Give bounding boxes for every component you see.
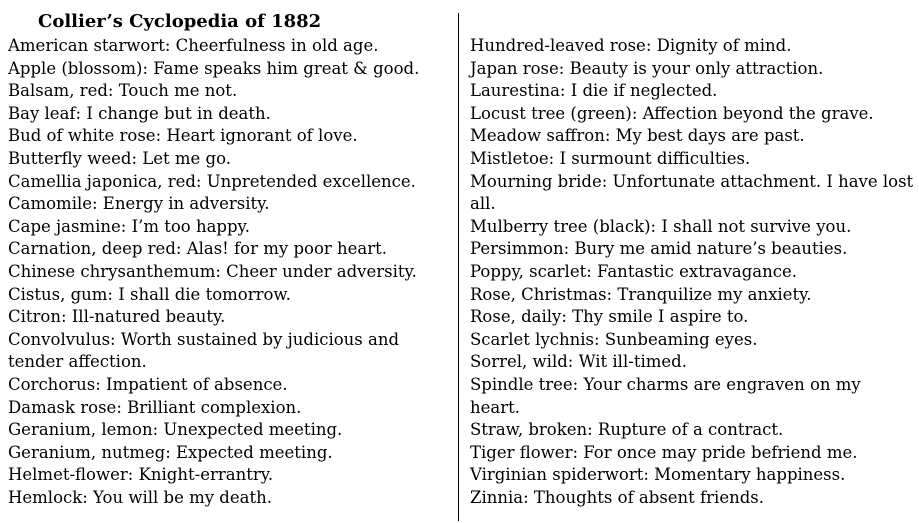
entry: Laurestina: I die if neglected. — [470, 81, 718, 101]
entry: Rose, Christmas: Tranquilize my anxiety. — [470, 284, 812, 304]
entry: Tiger flower: For once may pride befriend me. — [470, 442, 858, 462]
entry: Chinese chrysanthemum: Cheer under adversity. — [8, 261, 417, 281]
entry: Mistletoe: I surmount difficulties. — [470, 148, 751, 168]
entry: Camomile: Energy in adversity. — [8, 194, 270, 214]
entry: American starwort: Cheerfulness in old age. — [8, 36, 379, 55]
entry: Citron: Ill-natured beauty. — [8, 307, 226, 327]
left-column — [8, 35, 448, 509]
entry: Bay leaf: I change but in death. — [8, 103, 271, 123]
entry: Bud of white rose: Heart ignorant of love. — [8, 126, 358, 146]
entry: Damask rose: Brilliant complexion. — [8, 397, 302, 417]
entry: Locust tree (green): Affection beyond the grave. — [470, 103, 874, 123]
entry: Straw, broken: Rupture of a contract. — [470, 420, 784, 440]
entry: Apple (blossom): Fame speaks him great & good. — [8, 58, 420, 78]
entry: Scarlet lychnis: Sunbeaming eyes. — [470, 329, 758, 349]
entry: Cistus, gum: I shall die tomorrow. — [8, 284, 291, 304]
entry: Mourning bride: Unfortunate attachment. I have lost all. — [470, 171, 914, 214]
entry: Geranium, lemon: Unexpected meeting. — [8, 420, 343, 440]
entry: Hemlock: You will be my death. — [8, 487, 272, 507]
entry: Poppy, scarlet: Fantastic extravagance. — [470, 261, 798, 281]
entry: Rose, daily: Thy smile I aspire to. — [470, 307, 749, 327]
entry: Balsam, red: Touch me not. — [8, 81, 238, 101]
entry: Cape jasmine: I’m too happy. — [8, 216, 250, 236]
entry: Persimmon: Bury me amid nature’s beauties. — [470, 239, 848, 259]
column-divider — [458, 13, 459, 521]
entry: Butterfly weed: Let me go. — [8, 148, 231, 168]
entry: Geranium, nutmeg: Expected meeting. — [8, 442, 333, 462]
right-column — [470, 35, 915, 509]
entry: Virginian spiderwort: Momentary happiness. — [470, 465, 846, 485]
entry: Mulberry tree (black): I shall not survive you. — [470, 216, 852, 236]
entry: Convolvulus: Worth sustained by judicious and tender affection. — [8, 329, 400, 372]
entry: Hundred-leaved rose: Dignity of mind. — [470, 36, 792, 55]
entry: Zinnia: Thoughts of absent friends. — [470, 487, 764, 507]
entry: Sorrel, wild: Wit ill-timed. — [470, 352, 687, 372]
entry: Carnation, deep red: Alas! for my poor heart. — [8, 239, 388, 259]
entry: Camellia japonica, red: Unpretended excellence. — [8, 171, 416, 191]
entry: Spindle tree: Your charms are engraven on my heart. — [470, 374, 861, 417]
entry: Corchorus: Impatient of absence. — [8, 374, 288, 394]
entry: Helmet-flower: Knight-errantry. — [8, 465, 274, 485]
entry: Meadow saffron: My best days are past. — [470, 126, 805, 146]
document-title: Collier’s Cyclopedia of 1882 — [38, 11, 322, 32]
entry: Japan rose: Beauty is your only attraction. — [470, 58, 824, 78]
